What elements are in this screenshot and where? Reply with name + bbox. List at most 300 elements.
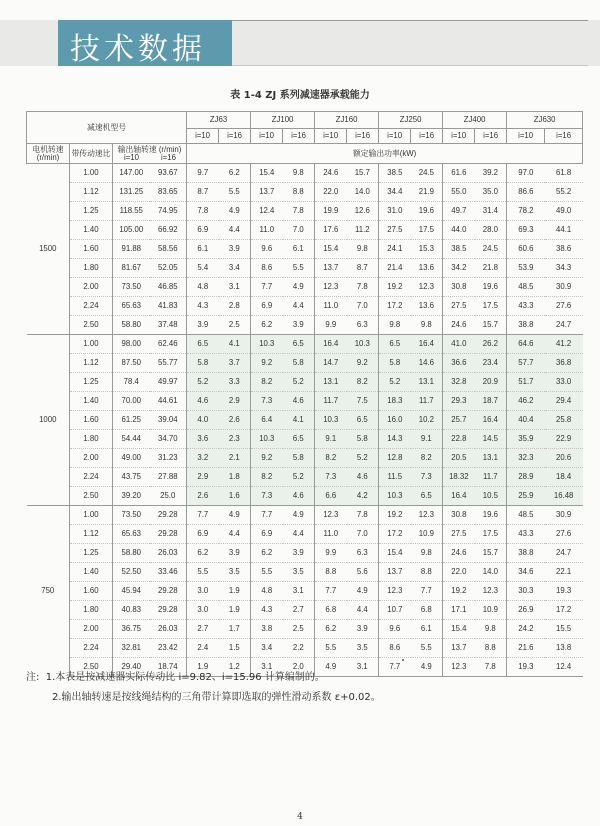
table-cell: 8.2 (347, 373, 379, 392)
table-cell: 19.3 (507, 658, 545, 677)
table-cell: 15.4 (379, 544, 411, 563)
table-cell: 10.7 (379, 601, 411, 620)
table-cell: 41.0 (443, 335, 475, 354)
motor-speed-cell: 750 (27, 506, 70, 677)
table-cell: 58.80 (113, 544, 150, 563)
table-cell: 12.3 (411, 278, 443, 297)
table-cell: 8.6 (251, 259, 283, 278)
table-cell: 4.8 (251, 582, 283, 601)
table-cell: 10.3 (347, 335, 379, 354)
table-cell: 1.6 (219, 487, 251, 506)
table-cell: 44.1 (545, 221, 583, 240)
table-cell: 66.92 (150, 221, 187, 240)
table-row (27, 544, 583, 563)
table-cell: 30.8 (443, 278, 475, 297)
table-cell: 17.1 (443, 601, 475, 620)
table-cell: 11.0 (315, 525, 347, 544)
table-cell: 13.7 (251, 183, 283, 202)
table-cell: 3.0 (187, 582, 219, 601)
table-cell: 20.6 (545, 449, 583, 468)
table-cell: 7.7 (251, 278, 283, 297)
table-cell: 44.0 (443, 221, 475, 240)
table-cell: 6.9 (187, 221, 219, 240)
table-cell: 29.28 (150, 601, 187, 620)
table-cell: 74.95 (150, 202, 187, 221)
table-cell: 52.50 (113, 563, 150, 582)
model-zj160: ZJ160 (315, 112, 379, 129)
table-cell: 27.88 (150, 468, 187, 487)
table-cell: 13.8 (545, 639, 583, 658)
table-cell: 38.5 (443, 240, 475, 259)
table-cell: 35.9 (507, 430, 545, 449)
table-cell: 4.1 (219, 335, 251, 354)
table-cell: 3.9 (219, 544, 251, 563)
table-cell: 5.8 (187, 354, 219, 373)
table-cell: 24.7 (545, 316, 583, 335)
table-cell: 25.9 (507, 487, 545, 506)
table-cell: 12.3 (379, 582, 411, 601)
table-row (27, 202, 583, 221)
table-cell: 11.5 (379, 468, 411, 487)
table-cell: 11.0 (251, 221, 283, 240)
table-cell: 4.4 (219, 221, 251, 240)
table-cell: 2.50 (70, 658, 113, 677)
table-cell: 3.8 (251, 620, 283, 639)
table-cell: 7.7 (315, 582, 347, 601)
table-cell: 33.0 (545, 373, 583, 392)
table-cell: 7.8 (475, 658, 507, 677)
table-row (27, 373, 583, 392)
table-cell: 19.6 (411, 202, 443, 221)
table-cell: 6.1 (187, 240, 219, 259)
table-cell: 2.9 (187, 468, 219, 487)
table-cell: 45.94 (113, 582, 150, 601)
table-cell: 21.6 (507, 639, 545, 658)
table-cell: 2.5 (283, 620, 315, 639)
table-cell: 2.0 (283, 658, 315, 677)
table-cell: 1.80 (70, 259, 113, 278)
table-row (27, 354, 583, 373)
table-cell: 27.5 (443, 297, 475, 316)
table-cell: 1.7 (219, 620, 251, 639)
table-cell: 4.6 (347, 468, 379, 487)
table-cell: 2.6 (187, 487, 219, 506)
ratio-i10-header: i=10 (507, 129, 545, 144)
table-cell: 10.3 (251, 335, 283, 354)
table-cell: 6.2 (251, 316, 283, 335)
table-cell: 22.9 (545, 430, 583, 449)
table-row (27, 221, 583, 240)
table-cell: 1.40 (70, 221, 113, 240)
table-cell: 9.7 (187, 164, 219, 183)
table-cell: 11.0 (315, 297, 347, 316)
table-cell: 6.5 (411, 487, 443, 506)
table-cell: 2.9 (219, 392, 251, 411)
table-cell: 20.9 (475, 373, 507, 392)
table-cell: 4.9 (347, 582, 379, 601)
table-row (27, 392, 583, 411)
table-cell: 40.4 (507, 411, 545, 430)
table-cell: 34.3 (545, 259, 583, 278)
table-cell: 25.0 (150, 487, 187, 506)
table-cell: 91.88 (113, 240, 150, 259)
table-cell: 16.4 (315, 335, 347, 354)
table-cell: 6.3 (347, 544, 379, 563)
table-cell: 4.9 (219, 202, 251, 221)
table-cell: 7.7 (379, 658, 411, 677)
table-cell: 83.65 (150, 183, 187, 202)
table-cell: 1.25 (70, 373, 113, 392)
table-cell: 2.8 (219, 297, 251, 316)
table-cell: 6.5 (347, 411, 379, 430)
table-cell: 39.2 (475, 164, 507, 183)
table-cell: 3.9 (283, 316, 315, 335)
table-row (27, 240, 583, 259)
ratio-i16-header: i=16 (475, 129, 507, 144)
table-cell: 6.5 (379, 335, 411, 354)
table-cell: 28.0 (475, 221, 507, 240)
table-cell: 11.7 (475, 468, 507, 487)
table-cell: 9.6 (379, 620, 411, 639)
ratio-i16-header: i=16 (219, 129, 251, 144)
table-cell: 6.6 (315, 487, 347, 506)
table-cell: 3.4 (251, 639, 283, 658)
table-cell: 5.5 (219, 183, 251, 202)
table-cell: 19.9 (315, 202, 347, 221)
table-cell: 73.50 (113, 506, 150, 525)
table-cell: 38.8 (507, 544, 545, 563)
table-cell: 62.46 (150, 335, 187, 354)
table-cell: 73.50 (113, 278, 150, 297)
table-cell: 13.7 (379, 563, 411, 582)
table-cell: 61.25 (113, 411, 150, 430)
ratio-i16-header: i=16 (545, 129, 583, 144)
table-cell: 1.00 (70, 506, 113, 525)
ratio-i10-header: i=10 (379, 129, 411, 144)
ratio-i10-header: i=10 (315, 129, 347, 144)
table-cell: 118.55 (113, 202, 150, 221)
table-cell: 1.2 (219, 658, 251, 677)
table-row (27, 278, 583, 297)
table-cell: 24.2 (507, 620, 545, 639)
table-cell: 1.80 (70, 430, 113, 449)
table-cell: 13.7 (315, 259, 347, 278)
table-cell: 65.63 (113, 525, 150, 544)
table-cell: 49.0 (545, 202, 583, 221)
table-cell: 24.7 (545, 544, 583, 563)
table-cell: 6.9 (251, 297, 283, 316)
table-cell: 93.67 (150, 164, 187, 183)
table-cell: 2.4 (187, 639, 219, 658)
table-cell: 7.7 (411, 582, 443, 601)
table-cell: 2.1 (219, 449, 251, 468)
table-cell: 7.8 (347, 506, 379, 525)
table-cell: 22.8 (443, 430, 475, 449)
table-cell: 41.83 (150, 297, 187, 316)
table-cell: 40.83 (113, 601, 150, 620)
table-cell: 4.9 (315, 658, 347, 677)
table-row (27, 468, 583, 487)
table-cell: 4.9 (283, 506, 315, 525)
table-cell: 15.5 (545, 620, 583, 639)
table-cell: 5.5 (187, 563, 219, 582)
table-cell: 7.0 (347, 297, 379, 316)
table-cell: 55.77 (150, 354, 187, 373)
table-cell: 58.56 (150, 240, 187, 259)
table-cell: 3.5 (347, 639, 379, 658)
table-cell: 15.4 (251, 164, 283, 183)
table-cell: 5.2 (347, 449, 379, 468)
table-cell: 16.0 (379, 411, 411, 430)
table-cell: 19.2 (379, 506, 411, 525)
table-cell: 6.8 (315, 601, 347, 620)
table-cell: 1.40 (70, 392, 113, 411)
table-cell: 8.2 (411, 449, 443, 468)
table-cell: 14.0 (475, 563, 507, 582)
table-cell: 28.9 (507, 468, 545, 487)
model-header: 减速机型号 (27, 112, 187, 144)
table-cell: 36.8 (545, 354, 583, 373)
table-cell: 2.24 (70, 297, 113, 316)
table-cell: 5.2 (283, 468, 315, 487)
table-cell: 1.8 (219, 468, 251, 487)
table-cell: 27.6 (545, 525, 583, 544)
table-cell: 2.50 (70, 316, 113, 335)
table-cell: 6.2 (187, 544, 219, 563)
table-cell: 27.5 (379, 221, 411, 240)
table-cell: 14.6 (411, 354, 443, 373)
table-cell: 26.03 (150, 544, 187, 563)
table-cell: 48.5 (507, 278, 545, 297)
table-cell: 4.3 (187, 297, 219, 316)
table-cell: 16.4 (443, 487, 475, 506)
ratio-i16-header: i=16 (347, 129, 379, 144)
table-cell: 2.7 (283, 601, 315, 620)
table-cell: 21.4 (379, 259, 411, 278)
table-cell: 12.4 (545, 658, 583, 677)
table-cell: 24.6 (443, 316, 475, 335)
table-cell: 29.28 (150, 525, 187, 544)
table-cell: 10.3 (379, 487, 411, 506)
motor-speed-header: 电机转速 (r/min) (27, 144, 70, 164)
table-cell: 34.4 (379, 183, 411, 202)
table-cell: 36.6 (443, 354, 475, 373)
page-header (0, 0, 600, 72)
table-cell: 18.4 (545, 468, 583, 487)
table-cell: 30.8 (443, 506, 475, 525)
table-cell: 3.9 (187, 316, 219, 335)
table-cell: 6.1 (283, 240, 315, 259)
table-cell: 5.5 (315, 639, 347, 658)
table-cell: 12.8 (379, 449, 411, 468)
table-cell: 98.00 (113, 335, 150, 354)
table-cell: 78.2 (507, 202, 545, 221)
table-cell: 46.85 (150, 278, 187, 297)
table-cell: 1.25 (70, 544, 113, 563)
table-cell: 17.2 (545, 601, 583, 620)
table-cell: 30.9 (545, 506, 583, 525)
table-cell: 5.2 (379, 373, 411, 392)
table-cell: 7.3 (411, 468, 443, 487)
table-cell: 2.00 (70, 278, 113, 297)
table-cell: 29.40 (113, 658, 150, 677)
table-cell: 11.7 (411, 392, 443, 411)
table-cell: 7.7 (251, 506, 283, 525)
table-cell: 53.9 (507, 259, 545, 278)
table-cell: 6.5 (283, 430, 315, 449)
table-cell: 1.9 (187, 658, 219, 677)
table-cell: 37.48 (150, 316, 187, 335)
page-number: 4 (297, 812, 303, 822)
table-cell: 17.6 (315, 221, 347, 240)
table-cell: 8.7 (347, 259, 379, 278)
table-cell: 105.00 (113, 221, 150, 240)
table-cell: 44.61 (150, 392, 187, 411)
table-cell: 57.7 (507, 354, 545, 373)
table-cell: 19.6 (475, 278, 507, 297)
table-cell: 5.4 (187, 259, 219, 278)
table-cell: 86.6 (507, 183, 545, 202)
table-cell: 4.6 (283, 487, 315, 506)
table-cell: 17.2 (379, 297, 411, 316)
table-cell: 20.5 (443, 449, 475, 468)
table-cell: 7.7 (187, 506, 219, 525)
table-row (27, 487, 583, 506)
table-cell: 9.2 (347, 354, 379, 373)
table-cell: 1.12 (70, 525, 113, 544)
table-cell: 8.7 (187, 183, 219, 202)
motor-speed-cell: 1000 (27, 335, 70, 506)
table-cell: 1.5 (219, 639, 251, 658)
table-cell: 12.3 (475, 582, 507, 601)
table-cell: 29.3 (443, 392, 475, 411)
table-cell: 2.24 (70, 639, 113, 658)
table-cell: 15.7 (347, 164, 379, 183)
model-zj630: ZJ630 (507, 112, 583, 129)
table-cell: 10.9 (411, 525, 443, 544)
table-cell: 9.6 (251, 240, 283, 259)
table-title: 表 1-4 ZJ 系列减速器承载能力 (230, 90, 370, 101)
table-cell: 5.5 (411, 639, 443, 658)
table-row (27, 601, 583, 620)
table-cell: 11.2 (347, 221, 379, 240)
table-cell: 12.3 (315, 278, 347, 297)
table-cell: 81.67 (113, 259, 150, 278)
table-cell: 6.5 (283, 335, 315, 354)
table-cell: 9.8 (283, 164, 315, 183)
table-row (27, 449, 583, 468)
table-row (27, 335, 583, 354)
table-cell: 65.63 (113, 297, 150, 316)
ratio-i16-header: i=16 (283, 129, 315, 144)
stray-dot (402, 659, 404, 661)
table-cell: 14.7 (315, 354, 347, 373)
table-cell: 1.00 (70, 335, 113, 354)
table-cell: 4.4 (219, 525, 251, 544)
table-cell: 3.1 (251, 658, 283, 677)
table-cell: 43.3 (507, 525, 545, 544)
table-cell: 26.03 (150, 620, 187, 639)
table-cell: 34.6 (507, 563, 545, 582)
table-cell: 15.4 (443, 620, 475, 639)
table-cell: 1.12 (70, 354, 113, 373)
table-cell: 12.3 (315, 506, 347, 525)
table-cell: 1.25 (70, 202, 113, 221)
table-cell: 7.8 (187, 202, 219, 221)
ratio-i10-header: i=10 (187, 129, 219, 144)
table-cell: 31.23 (150, 449, 187, 468)
table-cell: 13.6 (411, 297, 443, 316)
motor-speed-cell: 1500 (27, 164, 70, 335)
table-cell: 32.81 (113, 639, 150, 658)
table-cell: 2.2 (283, 639, 315, 658)
table-cell: 5.5 (283, 259, 315, 278)
table-cell: 9.2 (251, 449, 283, 468)
model-zj100: ZJ100 (251, 112, 315, 129)
table-cell: 4.4 (283, 525, 315, 544)
table-cell: 9.9 (315, 316, 347, 335)
table-row (27, 411, 583, 430)
table-cell: 6.2 (315, 620, 347, 639)
table-cell: 12.3 (411, 506, 443, 525)
table-cell: 15.7 (475, 544, 507, 563)
table-cell: 6.9 (251, 525, 283, 544)
load-capacity-table (26, 111, 583, 677)
table-cell: 17.5 (411, 221, 443, 240)
table-cell: 24.5 (475, 240, 507, 259)
table-cell: 2.7 (187, 620, 219, 639)
table-cell: 3.5 (283, 563, 315, 582)
table-cell: 3.1 (219, 278, 251, 297)
table-cell: 49.97 (150, 373, 187, 392)
table-cell: 19.2 (443, 582, 475, 601)
table-cell: 54.44 (113, 430, 150, 449)
table-cell: 58.80 (113, 316, 150, 335)
table-cell: 4.4 (347, 601, 379, 620)
table-cell: 64.6 (507, 335, 545, 354)
ratio-i10-header: i=10 (251, 129, 283, 144)
table-cell: 52.05 (150, 259, 187, 278)
table-cell: 69.3 (507, 221, 545, 240)
table-cell: 6.9 (187, 525, 219, 544)
table-cell: 4.3 (251, 601, 283, 620)
table-cell: 6.5 (187, 335, 219, 354)
header-rule-bottom (232, 65, 588, 66)
table-cell: 8.8 (315, 563, 347, 582)
table-cell: 8.8 (283, 183, 315, 202)
table-cell: 4.1 (283, 411, 315, 430)
table-cell: 5.8 (379, 354, 411, 373)
table-cell: 43.3 (507, 297, 545, 316)
table-cell: 10.5 (475, 487, 507, 506)
table-cell: 1.9 (219, 601, 251, 620)
table-cell: 29.28 (150, 582, 187, 601)
table-cell: 21.9 (411, 183, 443, 202)
table-cell: 5.8 (283, 449, 315, 468)
output-speed-header: 输出轴转速 (r/min) i=10 i=16 (113, 144, 187, 164)
table-cell: 23.4 (475, 354, 507, 373)
table-row (27, 582, 583, 601)
table-cell: 78.4 (113, 373, 150, 392)
table-cell: 49.00 (113, 449, 150, 468)
table-cell: 13.1 (411, 373, 443, 392)
table-cell: 24.6 (443, 544, 475, 563)
table-cell: 7.8 (283, 202, 315, 221)
table-cell: 9.8 (411, 316, 443, 335)
table-row (27, 620, 583, 639)
table-cell: 9.9 (315, 544, 347, 563)
table-cell: 10.2 (411, 411, 443, 430)
